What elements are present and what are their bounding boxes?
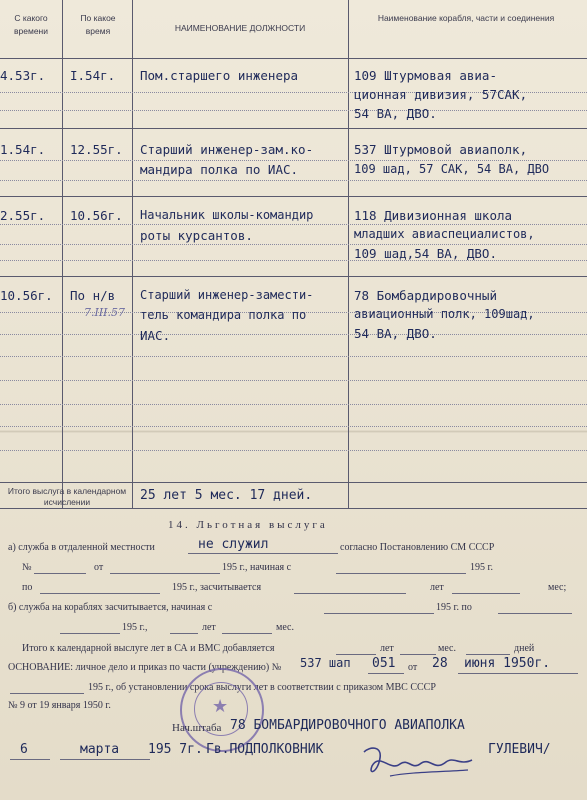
row-4-position-line-2: тель командира полка по xyxy=(140,308,307,322)
row-3-unit-line-3: 109 шад,54 ВА, ДВО. xyxy=(354,246,497,261)
row-separator xyxy=(0,196,587,197)
header-bottom-line xyxy=(0,58,587,59)
col-divider-3 xyxy=(348,0,349,508)
itogo-mes: мес. xyxy=(438,643,456,654)
line-2-no: № xyxy=(22,562,32,573)
signature-title-prefix: Нач.штаба xyxy=(172,722,222,734)
row-1-unit-line-1: 109 Штурмовая авиа- xyxy=(354,68,497,83)
line-b-start-blank xyxy=(324,613,434,614)
date-day-line xyxy=(10,759,50,760)
col-divider-2 xyxy=(132,0,133,508)
header-to: По какое время xyxy=(80,13,116,36)
row-2-unit-line-2: 109 шад, 57 САК, 54 ВА, ДВО xyxy=(354,162,550,176)
ruling xyxy=(0,404,587,405)
row-4-to: По н/в xyxy=(70,288,116,303)
line-3-months-blank xyxy=(452,593,520,594)
col-divider-1 xyxy=(62,0,63,508)
osnov-number: 051 xyxy=(372,656,396,671)
ruling xyxy=(0,356,587,357)
ruling xyxy=(0,244,587,245)
row-1-unit-line-3: 54 ВА, ДВО. xyxy=(354,106,437,121)
line-b2-let: лет xyxy=(202,622,216,633)
date-month: марта xyxy=(80,742,120,757)
osnov-date-line xyxy=(458,673,578,674)
line-3-mes: мес; xyxy=(548,582,567,593)
osnov-ot: от xyxy=(408,662,418,673)
osnov-day: 28 xyxy=(432,656,448,671)
signature-title-unit: 78 БОМБАРДИРОВОЧНОГО АВИАПОЛКА xyxy=(230,718,465,733)
line-b-end-blank xyxy=(498,613,572,614)
row-3-from: 2.55г. xyxy=(0,208,46,223)
row-4-position-line-1: Старший инженер-замести- xyxy=(140,288,314,302)
row-4-unit-line-3: 54 ВА, ДВО. xyxy=(354,326,437,341)
line-3-years-blank xyxy=(294,593,406,594)
ruling xyxy=(0,426,587,427)
signatory-name: ГУЛЕВИЧ/ xyxy=(488,742,551,757)
osnov-label: ОСНОВАНИЕ: личное дело и приказ по части (учреждению) № xyxy=(8,662,282,673)
osnov-month-year: июня 1950г. xyxy=(464,656,551,671)
header-position: НАИМЕНОВАНИЕ ДОЛЖНОСТИ xyxy=(174,23,306,33)
signatory-rank: Гв.ПОДПОЛКОВНИК xyxy=(206,742,324,757)
row-3-position-line-2: роты курсантов. xyxy=(140,228,253,243)
row-1-position-line-1: Пом.старшего инженера xyxy=(140,68,299,83)
line-2-start-blank xyxy=(336,573,466,574)
ruling xyxy=(0,224,587,225)
osnov-number-line xyxy=(368,673,404,674)
section-14-title: 14. Льготная выслуга xyxy=(168,519,328,531)
itogo-let: лет xyxy=(380,643,394,654)
official-stamp xyxy=(180,668,264,752)
row-4-from: 10.56г. xyxy=(0,288,53,303)
line-b2-mes: мес. xyxy=(276,622,294,633)
row-2-position-line-1: Старший инженер-зам.ко- xyxy=(140,142,314,157)
row-3-to: 10.56г. xyxy=(70,208,123,223)
ruling xyxy=(0,334,587,335)
line-a-tail: согласно Постановлению СМ СССР xyxy=(340,542,495,553)
osnov-unit: 537 шап xyxy=(300,656,351,670)
row-2-position-line-2: мандира полка по ИАС. xyxy=(140,162,299,177)
line-2-ot: от xyxy=(94,562,104,573)
row-1-to: I.54г. xyxy=(70,68,116,83)
line-8: № 9 от 19 января 1950 г. xyxy=(8,700,111,711)
row-4-position-line-3: ИАС. xyxy=(140,328,171,343)
ruling xyxy=(0,380,587,381)
row-separator xyxy=(0,276,587,277)
line-a-fill: не служил xyxy=(198,537,269,552)
line-b2-blank-1 xyxy=(60,633,120,634)
line-7: 195 г., об установлении срока выслуги лет в соответствии с приказом МВС СССР xyxy=(88,682,436,693)
row-2-from: 1.54г. xyxy=(0,142,46,157)
line-b-label: б) служба на кораблях засчитывается, начиная с xyxy=(8,602,213,613)
itogo-dney: дней xyxy=(514,643,535,654)
row-4-unit-line-1: 78 Бомбардировочный xyxy=(354,288,497,303)
itogo-days-blank xyxy=(466,654,510,655)
handwritten-signature xyxy=(360,742,480,782)
line-2-ot-blank xyxy=(110,573,220,574)
row-3-unit-line-2: младших авиаспециалистов, xyxy=(354,227,535,241)
line-b2-blank-3 xyxy=(222,633,272,634)
ruling xyxy=(0,160,587,161)
row-2-unit-line-1: 537 Штурмовой авиаполк, xyxy=(354,142,528,157)
date-day: 6 xyxy=(20,742,28,757)
line-3-mid: 195 г., засчитывается xyxy=(172,582,262,593)
itogo-years-blank xyxy=(336,654,376,655)
header-unit: Наименование корабля, части и соединения xyxy=(377,13,555,23)
total-value: 25 лет 5 мес. 17 дней. xyxy=(140,488,313,503)
date-year: 195 7г. xyxy=(148,742,203,757)
itogo-label: Итого к календарной выслуге лет в СА и ВМС добавляется xyxy=(22,643,275,654)
row-4-unit-line-2: авиационный полк, 109шад, xyxy=(354,307,535,321)
date-month-line xyxy=(60,759,150,760)
row-1-unit-line-2: ционная дивизия, 57САК, xyxy=(354,87,528,102)
ruling xyxy=(0,450,587,451)
itogo-months-blank xyxy=(400,654,436,655)
row-separator xyxy=(0,128,587,129)
total-bottom-line xyxy=(0,508,587,509)
row-3-unit-line-1: 118 Дивизионная школа xyxy=(354,208,513,223)
star-icon: ★ xyxy=(212,696,229,716)
total-label: Итого выслуга в календарном исчислении xyxy=(7,486,127,507)
ruling xyxy=(0,110,587,111)
line-7-blank xyxy=(10,693,84,694)
line-3-po: по xyxy=(22,582,33,593)
line-2-end: 195 г. xyxy=(470,562,493,573)
table-bottom-line xyxy=(0,482,587,483)
line-b2-year: 195 г., xyxy=(122,622,148,633)
row-3-position-line-1: Начальник школы-командир xyxy=(140,208,314,222)
line-2-year: 195 г., начиная с xyxy=(222,562,292,573)
ruling xyxy=(0,180,587,181)
line-3-po-blank xyxy=(40,593,160,594)
line-b2-blank-2 xyxy=(170,633,198,634)
row-2-to: 12.55г. xyxy=(70,142,123,157)
line-a-underline xyxy=(188,553,338,554)
line-b-year: 195 г. по xyxy=(436,602,472,613)
line-2-no-blank xyxy=(34,573,86,574)
ruling xyxy=(0,260,587,261)
line-3-let: лет xyxy=(430,582,444,593)
header-from: С какого времени xyxy=(14,13,48,36)
row-1-from: 4.53г. xyxy=(0,68,46,83)
row-4-to-note: 7.III.57 xyxy=(84,306,126,319)
line-a-label: а) служба в отдаленной местности xyxy=(8,542,155,553)
